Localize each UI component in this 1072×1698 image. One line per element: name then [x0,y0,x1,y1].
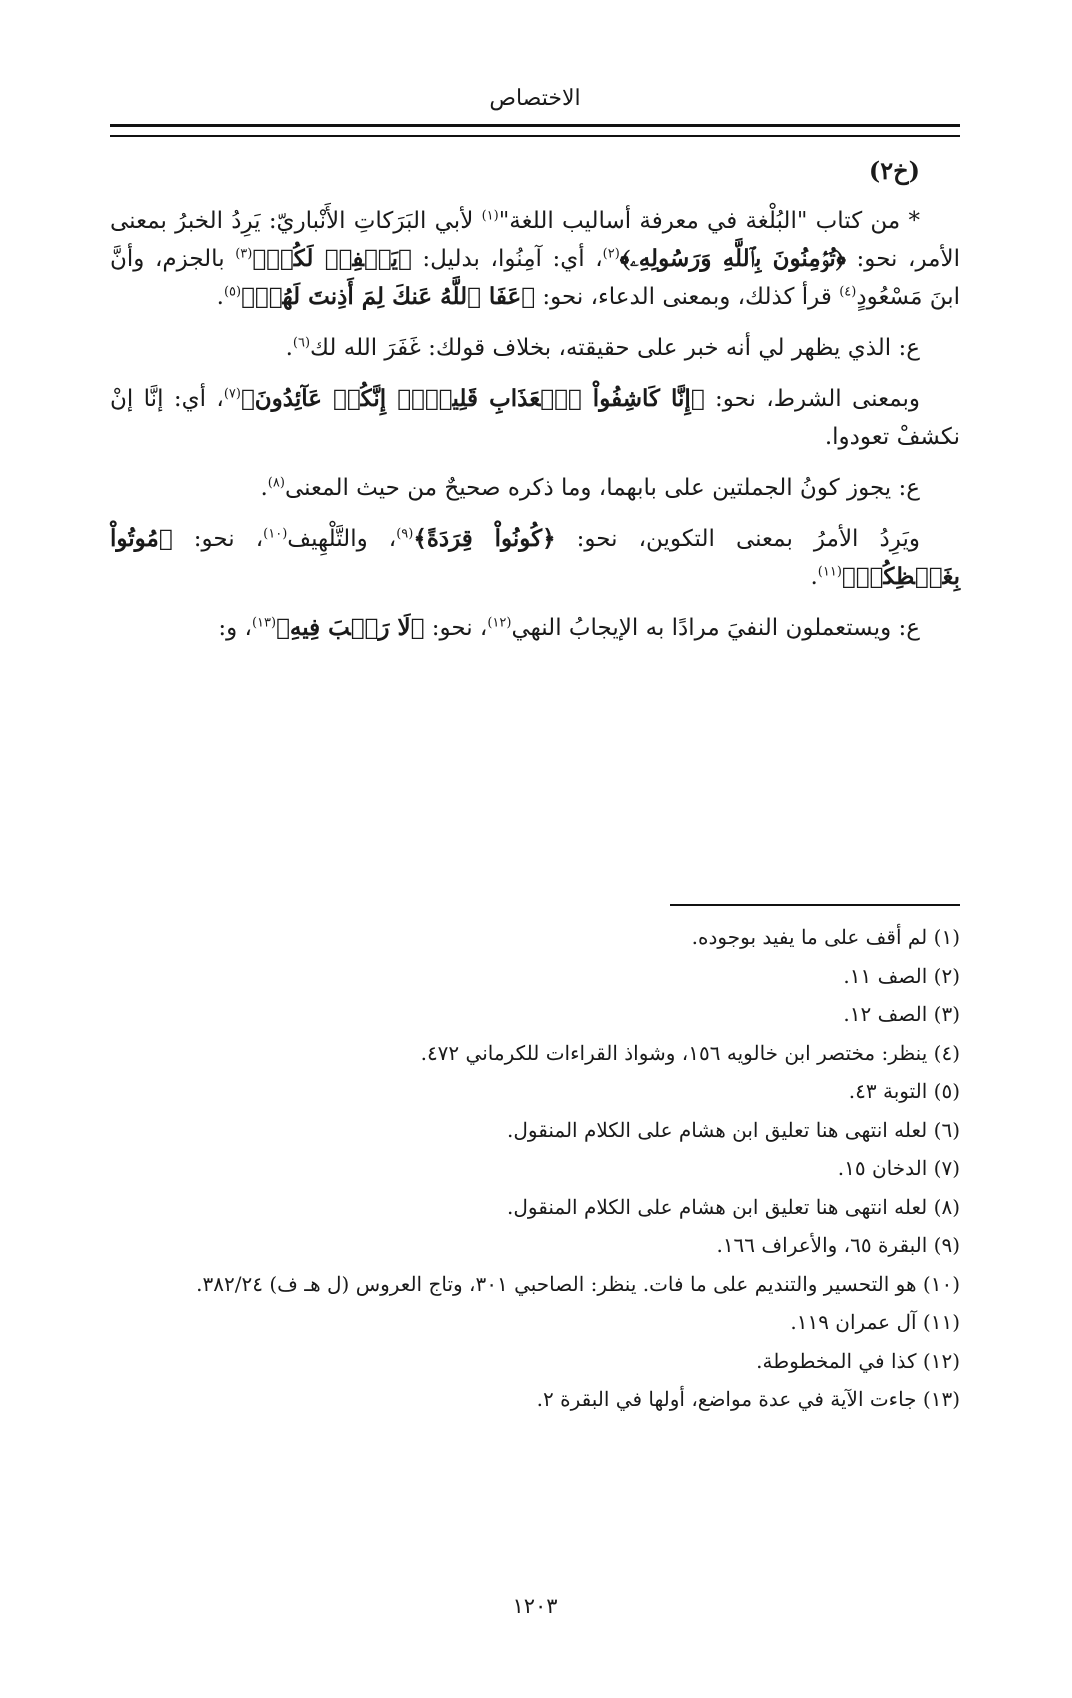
book-page [110,0,960,1698]
paragraph [110,520,960,596]
footnote-ref: (٧) [223,386,241,402]
footnote: (١) لم أقف على ما يفيد بوجوده. [691,925,960,949]
text-run: . [216,284,224,310]
text-run: ، أي: آمِنُوا، بدليل: [411,246,603,272]
page-number: ١٢٠٣ [512,1594,558,1618]
paragraphs [110,202,960,647]
text-run: ، والتَّلْهِيف [287,526,397,552]
text-run: ، نحو: [172,526,264,552]
footnote: (١٢) كذا في المخطوطة. [756,1348,960,1373]
text-run: ع: الذي يظهر لي أنه خبر على حقيقته، بخلاف قولك: غَفَرَ الله لك [310,335,920,361]
header-rule-thin [110,135,960,137]
footnote-ref: (١) [481,208,499,224]
text-run: وبمعنى الشرط، نحو: [704,386,921,412]
footnote: (٢) الصف ١١. [843,963,960,988]
footnote: (٧) الدخان ١٥. [837,1156,960,1180]
footnote: (٩) البقرة ٦٥، والأعراف ١٦٦. [716,1233,960,1257]
paragraph [110,469,960,507]
quran-quote: ﴿إِنَّا كَاشِفُواْ ٱلۡعَذَابِ قَلِيلًاۚ إِنَّكُمۡ عَآئِدُونَ﴾ [240,385,705,412]
text-run: ع: ويستعملون النفيَ مرادًا به الإيجابُ النهي [511,615,920,641]
paragraph [110,609,960,647]
footnote: (١٠) هو التحسير والتنديم على ما فات. ينظر: الصاحبي ٣٠١، وتاج العروس (ل هـ ف) ٣٨٢/٢٤. [196,1271,960,1296]
text-run: بالجزم، وأنَّ ابنَ مَسْعُودٍ [110,246,960,310]
text-run: . [810,564,818,590]
footnote: (٦) لعله انتهى هنا تعليق ابن هشام على الكلام المنقول. [507,1117,960,1142]
footnote: (٥) التوبة ٤٣. [848,1079,960,1103]
text-run: ، و: [218,615,252,641]
footnote-ref: (١٣) [251,615,277,631]
main-text [110,152,960,660]
quran-quote: ﴿كُونُواْ قِرَدَةً﴾ [413,525,556,552]
text-run: قرأ كذلك، وبمعنى الدعاء، نحو: [535,284,840,310]
text-run: لأبي البَرَكاتِ الأَنْباريّ: يَرِدُ الخبرُ بمعنى الأمر، نحو: [110,208,960,272]
quran-quote: ﴿عَفَا ٱللَّهُ عَنكَ لِمَ أَذِنتَ لَهُمۡ﴾ [241,283,536,310]
paragraph [110,380,960,456]
section-label: (خ٢) [868,156,920,185]
header-rule-thick [110,124,960,127]
footnote-ref: (٢) [602,246,620,262]
running-header-title: الاختصاص [489,86,581,111]
text-run: . [260,475,268,501]
text-run: ، نحو: [424,615,488,641]
footnote-ref: (٣) [235,246,253,262]
text-run: * من كتاب "البُلْغة في معرفة أساليب اللغة" [498,208,920,234]
footnote-separator [670,904,960,906]
footnote: (٣) الصف ١٢. [843,1002,960,1026]
paragraph [110,329,960,367]
footnote: (٤) ينظر: مختصر ابن خالويه ١٥٦، وشواذ القراءات للكرماني ٤٧٢. [420,1040,960,1065]
text-run: ، أي: إنَّا إنْ نكشفْ تعودوا. [110,386,960,450]
quran-quote: ﴿مُوتُواْ بِغَيۡظِكُمۡ﴾ [110,525,960,590]
quran-quote: ﴿تُؤۡمِنُونَ بِٱللَّهِ وَرَسُولِهِۦ﴾ [619,245,846,272]
footnote: (١٣) جاءت الآية في عدة مواضع، أولها في البقرة ٢. [536,1387,960,1411]
footnote: (١١) آل عمران ١١٩. [790,1310,960,1334]
text-run: . [285,335,293,361]
footnote-ref: (٥) [223,284,242,300]
quran-quote: ﴿يَغۡفِرۡ لَكُمۡ﴾ [252,245,412,272]
text-run: ع: يجوز كونُ الجملتين على بابهما، وما ذكره صحيحٌ من حيث المعنى [284,475,920,501]
footnote-ref: (٩) [396,526,414,542]
paragraph [110,202,960,316]
footnote: (٨) لعله انتهى هنا تعليق ابن هشام على الكلام المنقول. [507,1194,960,1219]
footnote-ref: (١١) [817,564,842,580]
footnote-ref: (٨) [267,475,285,491]
footnote-ref: (١٢) [487,615,512,631]
footnote-ref: (١٠) [263,526,288,542]
quran-quote: ﴿لَا رَيۡبَ فِيهِ﴾ [276,614,425,641]
text-run: ويَرِدُ الأمرُ بمعنى التكوين، نحو: [555,526,920,552]
footnote-ref: (٦) [292,335,311,351]
footnotes [110,918,960,1419]
footnote-ref: (٤) [839,284,857,300]
